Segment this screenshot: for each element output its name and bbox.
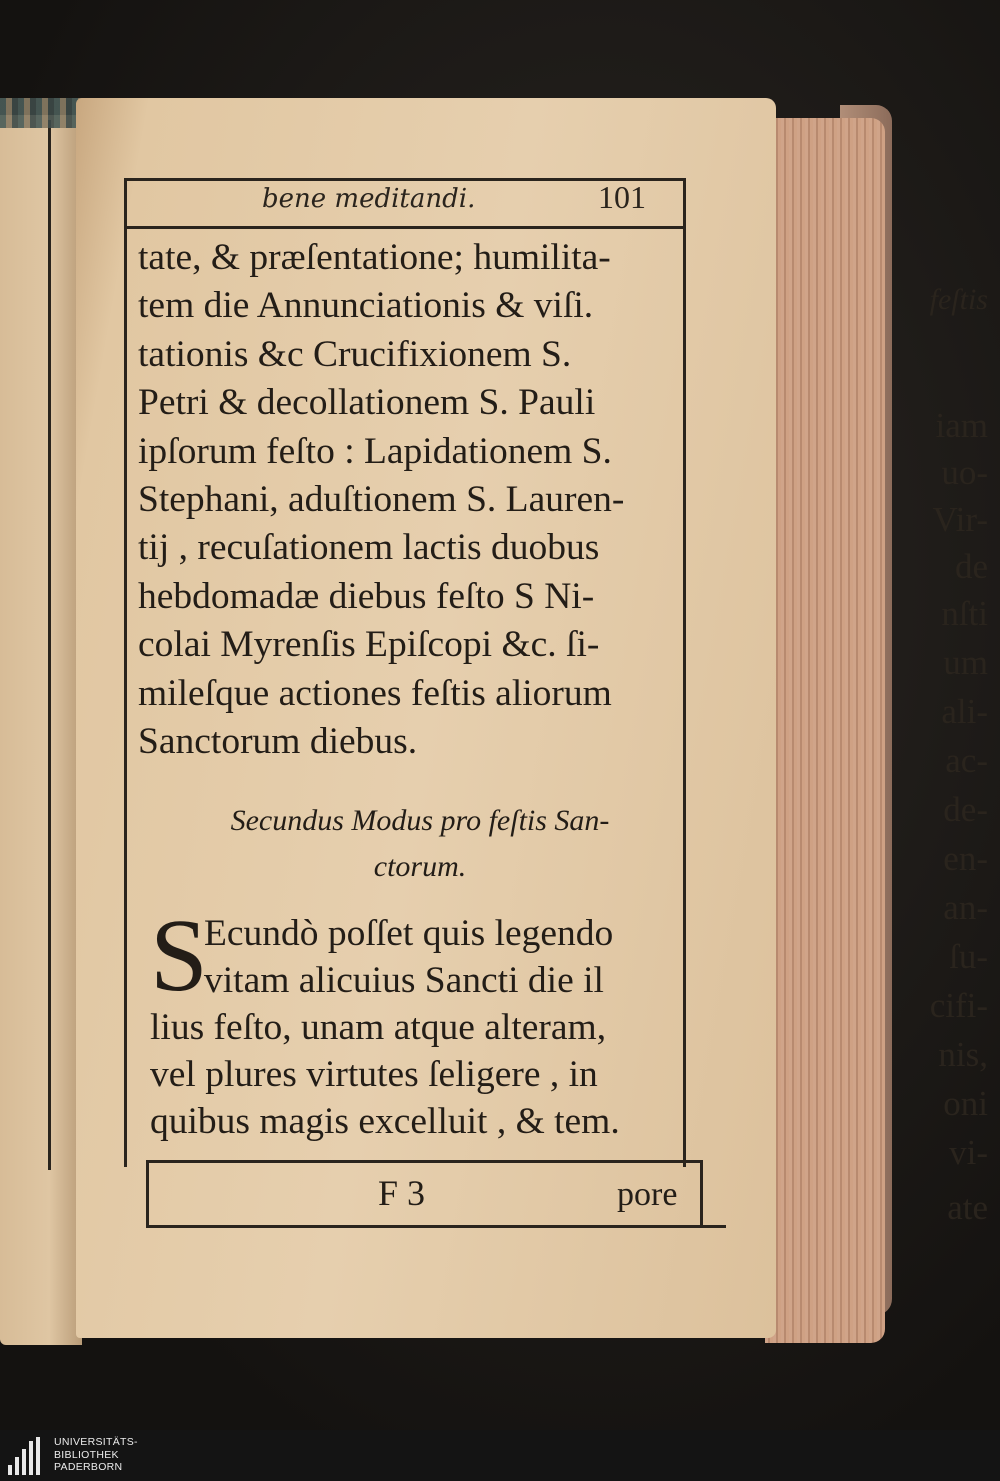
text-line: Sanctorum diebus.: [138, 721, 418, 763]
left-page: [0, 115, 82, 1345]
library-name: [54, 1436, 138, 1474]
catchword: pore: [617, 1176, 678, 1213]
left-fragment: en-: [943, 839, 988, 878]
library-logo-icon: [8, 1437, 44, 1475]
left-fragment: cifi-: [929, 986, 988, 1025]
footer-bar: [0, 1430, 1000, 1481]
signature-mark: F 3: [378, 1173, 426, 1213]
library-name-line: BIBLIOTHEK: [54, 1448, 119, 1461]
text-bottom-rule: [146, 1160, 702, 1163]
page-number: 101: [598, 179, 646, 215]
left-fragment: de: [954, 547, 988, 586]
drop-cap: S: [150, 898, 208, 1013]
left-fragment: feſtis: [929, 283, 988, 316]
library-name-line: UNIVERSITÄTS-: [54, 1436, 138, 1448]
left-fragment: oni: [943, 1084, 988, 1123]
footer-rule: [146, 1225, 726, 1228]
left-fragment: um: [943, 643, 988, 682]
text-line: tij , recuſationem lactis duobus: [138, 527, 600, 569]
left-fragment: nis,: [938, 1035, 988, 1074]
text-line: colai Myrenſis Epiſcopi &c. ſi-: [138, 624, 600, 666]
text-line: tem die Annunciationis & viſi.: [138, 285, 594, 327]
left-fragment: ali-: [941, 692, 988, 731]
left-fragment: ate: [947, 1188, 988, 1227]
left-fragment: an-: [943, 888, 988, 927]
section-title-line: ctorum.: [373, 850, 467, 883]
text-line: mileſque actiones feſtis aliorum: [138, 672, 612, 714]
text-line: ipſorum feſto : Lapidationem S.: [138, 430, 612, 472]
text-line: tate, & præſentatione; humilita-: [138, 237, 611, 278]
footer-frame-right: [700, 1160, 703, 1228]
footer-frame-left: [146, 1160, 149, 1228]
library-name-line: PADERBORN: [54, 1461, 123, 1473]
left-fragment: Vir-: [932, 500, 988, 539]
left-fragment: iam: [935, 406, 988, 445]
left-fragment: uo-: [941, 453, 988, 492]
text-line: lius feſto, unam atque alteram,: [150, 1007, 607, 1048]
left-fragment: ac-: [945, 741, 988, 780]
section-title: [150, 798, 690, 890]
left-fragment: vi-: [949, 1133, 988, 1172]
text-line: vitam alicuius Sancti die il: [204, 960, 604, 1001]
body-text: [138, 234, 688, 766]
left-page-rule: [48, 120, 51, 1170]
left-fragment: ſu-: [949, 937, 988, 976]
head-rule: [124, 226, 683, 229]
running-head: bene meditandi.: [262, 184, 476, 214]
text-line: hebdomadæ diebus feſto S Ni-: [138, 575, 595, 617]
page-edges: [765, 118, 885, 1343]
section-title-line: Secundus Modus pro feſtis San-: [230, 804, 610, 837]
text-line: Petri & decollationem S. Pauli: [138, 382, 596, 424]
text-line: quibus magis excelluit , & tem.: [150, 1101, 620, 1142]
left-fragment: de-: [943, 790, 988, 829]
text-line: Ecundò poſſet quis legendo: [204, 913, 614, 954]
paragraph: [150, 898, 695, 1145]
text-line: tationis &c Crucifixionem S.: [138, 333, 572, 375]
text-line: vel plures virtutes ſeligere , in: [150, 1054, 598, 1095]
text-line: Stephani, aduſtionem S. Lauren-: [138, 479, 625, 521]
left-fragment: nſti: [941, 594, 988, 633]
